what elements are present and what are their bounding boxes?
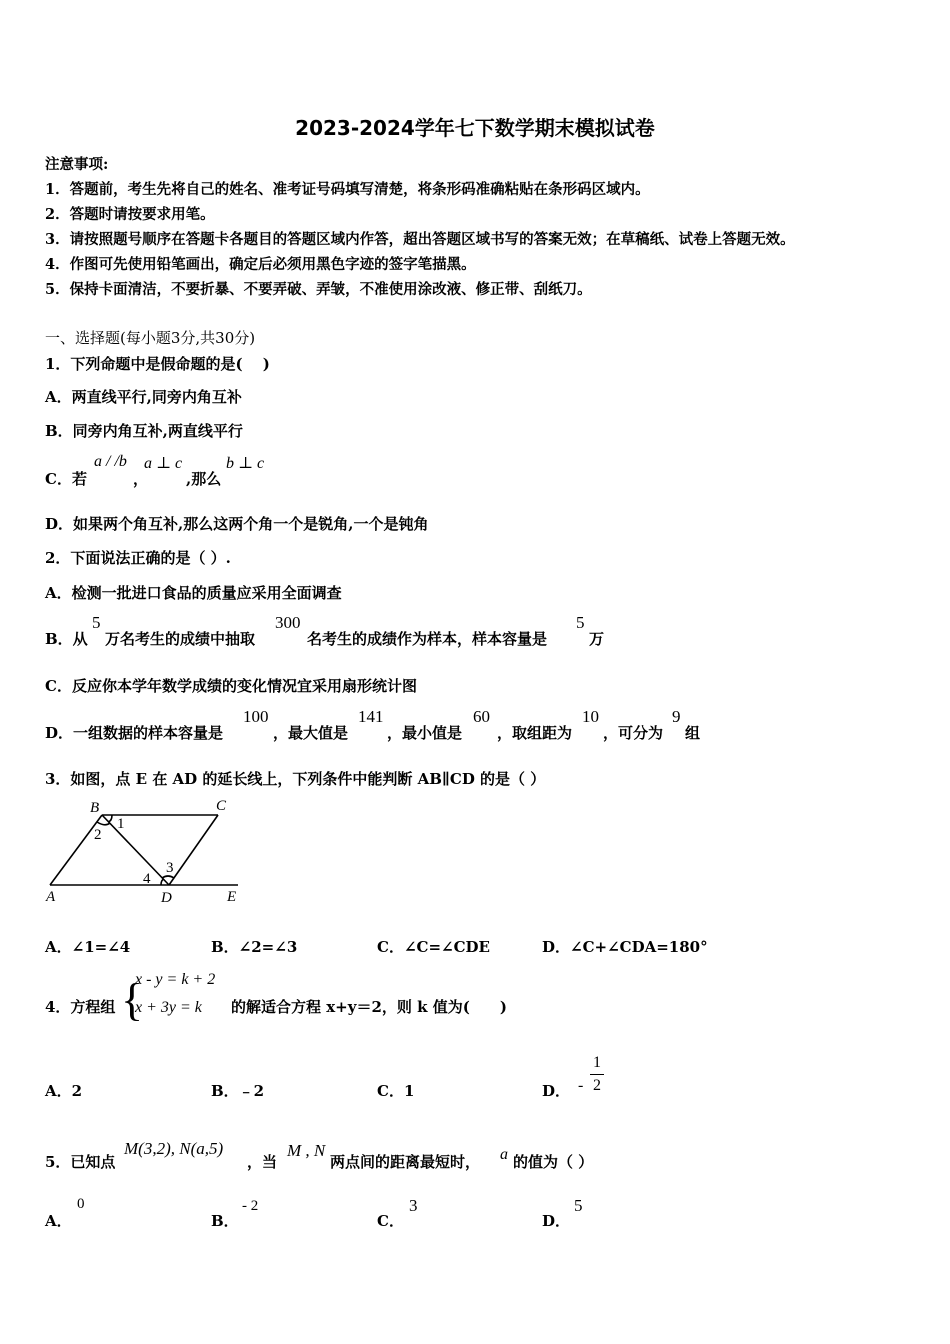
line-bd [102,815,169,885]
q1-stem: 1．下列命题中是假命题的是( ) [45,355,270,373]
q1-option-c-prefix: C．若 [45,470,87,488]
q2-option-a: A．检测一批进口食品的质量应采用全面调查 [45,584,342,602]
q5-points: M(3,2), N(a,5) [124,1139,224,1158]
q5-option-c-label: C． [377,1212,404,1230]
line-ab [50,815,102,885]
q5-option-d-label: D． [542,1212,571,1230]
q4-equation-2: x + 3y = k [135,999,202,1016]
q5-stem-part2: ，当 [247,1153,278,1171]
label-angle-2: 2 [94,827,102,843]
q2-option-d-num2: 141 [358,707,384,726]
q2-option-d-num3: 60 [473,707,490,726]
q5-option-b-value: - 2 [242,1198,259,1214]
q1-option-d: D．如果两个角互补,那么这两个角一个是锐角,一个是钝角 [45,515,429,533]
q5-stem-part4: 的值为（ ） [513,1153,594,1171]
arc-angle-3 [162,876,174,878]
fraction-numerator: 1 [593,1054,601,1071]
q2-option-c: C．反应你本学年数学成绩的变化情况宜采用扇形统计图 [45,677,417,695]
q2-option-b-part2: 万名考生的成绩中抽取 [105,630,256,648]
arc-angle-1 [108,815,112,822]
label-c: C [216,798,227,814]
q3-stem: 3．如图，点 E 在 AD 的延长线上，下列条件中能判断 AB∥CD 的是（ ） [45,770,546,788]
q2-option-d-part4: ，取组距为 [497,724,573,742]
q1-option-c-math3: b ⊥ c [226,455,265,472]
label-angle-1: 1 [117,816,125,832]
q1-option-c-math2: a ⊥ c [144,455,183,472]
section-heading: 一、选择题(每小题3分,共30分) [45,329,256,347]
q4-option-d-fraction [590,1054,604,1095]
q2-option-d-part5: ，可分为 [603,724,664,742]
q3-figure [40,794,250,906]
q1-option-b: B．同旁内角互补,两直线平行 [45,422,243,440]
q5-option-c-value: 3 [409,1196,418,1215]
q4-option-c: C．1 [377,1082,415,1100]
q4-stem-part1: 4．方程组 [45,998,116,1016]
notice-item: 2．答题时请按要求用笔。 [45,206,215,223]
q3-option-b: B．∠2=∠3 [211,938,298,956]
q2-option-b-part1: B．从 [45,630,88,648]
q3-option-a: A．∠1=∠4 [45,938,131,956]
q4-option-d-label: D． [542,1082,571,1100]
q4-stem-part2: 的解适合方程 x+y＝2，则 k 值为( ) [231,998,507,1016]
page-title: 2023-2024学年七下数学期末模拟试卷 [295,116,655,140]
q2-option-b-num1: 5 [92,613,101,632]
q2-option-d-num5: 9 [672,707,681,726]
q1-option-c-then: ,那么 [186,470,222,488]
q2-option-d-part3: ，最小值是 [387,724,463,742]
q5-option-b-label: B． [211,1212,239,1230]
label-e: E [227,889,237,905]
notice-item: 1．答题前，考生先将自己的姓名、准考证号码填写清楚，将条形码准确粘贴在条形码区域内。 [45,181,650,198]
q1-option-c-sep: ， [133,470,149,488]
q2-option-d-num4: 10 [582,707,599,726]
q5-mn: M , N [287,1141,326,1160]
label-angle-4: 4 [143,871,151,887]
q5-var: a [500,1146,508,1163]
notice-item: 3．请按照题号顺序在答题卡各题目的答题区域内作答，超出答题区域书写的答案无效；在草稿纸、试卷上答题无效。 [45,231,795,248]
q2-option-b-part3: 名考生的成绩作为样本，样本容量是 [307,630,548,648]
q1-option-c-math1: a / /b [94,453,127,470]
label-a: A [46,889,56,905]
q5-option-a-label: A． [45,1212,72,1230]
q2-option-d-num1: 100 [243,707,269,726]
q2-option-d-part2: ，最大值是 [273,724,349,742]
label-b: B [90,800,100,816]
q4-brace: { [121,974,144,1025]
q2-option-d-part6: 组 [685,724,701,742]
q3-option-c: C．∠C=∠CDE [377,938,490,956]
label-d: D [161,890,172,906]
q4-option-a: A．2 [45,1082,83,1100]
q4-equation-1: x - y = k + 2 [135,971,216,988]
fraction-denominator: 2 [593,1077,601,1094]
notice-item: 5．保持卡面清洁，不要折暴、不要弄破、弄皱，不准使用涂改液、修正带、刮纸刀。 [45,281,592,298]
q2-option-b-num3: 5 [576,613,585,632]
notice-heading: 注意事项: [45,156,109,173]
q4-option-d-sign: - [578,1077,584,1094]
q5-stem-part3: 两点间的距离最短时， [330,1153,481,1171]
label-angle-3: 3 [166,860,174,876]
fraction-bar [590,1074,604,1075]
q5-option-d-value: 5 [574,1196,583,1215]
q1-option-a: A．两直线平行,同旁内角互补 [45,388,242,406]
q5-stem-part1: 5．已知点 [45,1153,116,1171]
q2-option-d-part1: D．一组数据的样本容量是 [45,724,224,742]
q3-option-d: D．∠C+∠CDA=180° [542,938,708,956]
q2-stem: 2．下面说法正确的是（ ）. [45,549,231,567]
q5-option-a-value: 0 [77,1196,85,1212]
arc-angle-4 [161,879,164,885]
q4-option-b: B．﹣2 [211,1082,265,1100]
line-cd [169,815,218,885]
notice-item: 4．作图可先使用铅笔画出，确定后必须用黑色字迹的签字笔描黑。 [45,256,476,273]
q2-option-b-num2: 300 [275,613,301,632]
q2-option-b-part4: 万 [589,630,605,648]
